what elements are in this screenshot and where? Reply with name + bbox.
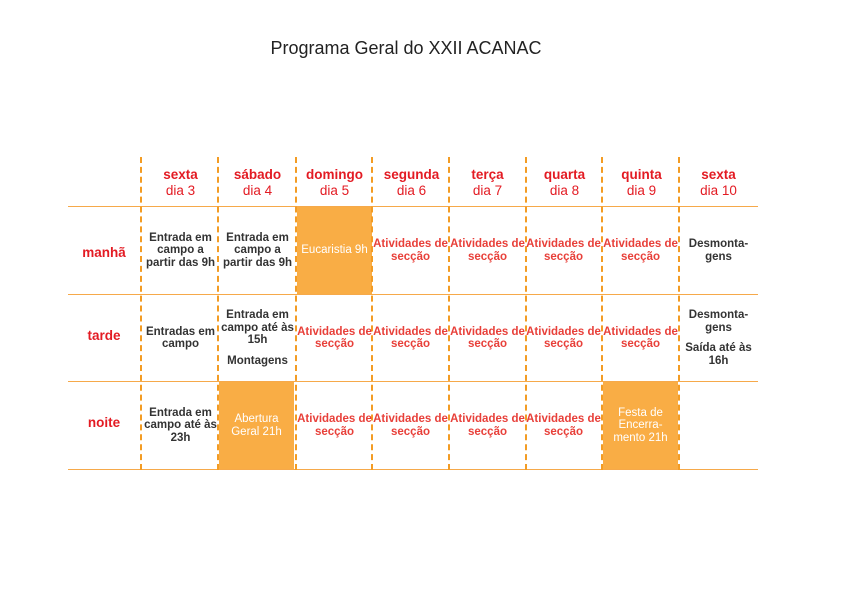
cell-domingo-manha [297, 207, 372, 294]
day-name: terça [471, 167, 504, 182]
cell-quarta-manha [526, 207, 601, 294]
page-title: Programa Geral do XXII ACANAC [270, 38, 542, 58]
day-header [603, 167, 680, 199]
row-label-manha: manhã [82, 245, 126, 260]
cell-text: Atividades de secção [297, 325, 372, 350]
day-date: dia 8 [549, 183, 580, 198]
cell-extra-text: Montagens [227, 354, 288, 367]
cell-text: Entrada em campo a partir das 9h [222, 231, 293, 269]
day-header [296, 167, 373, 199]
cell-sexta3-tarde [143, 295, 218, 381]
cell-text: Atividades de secção [373, 413, 448, 438]
cell-text: Entradas em campo [145, 325, 216, 350]
day-header [526, 167, 603, 199]
cell-text: Atividades de secção [450, 413, 525, 438]
cell-text: Atividades de secção [526, 413, 601, 438]
cell-text: Atividades de secção [603, 325, 678, 350]
cell-text: Abertura Geral 21h [231, 413, 282, 438]
day-name: sábado [233, 167, 282, 182]
cell-domingo-tarde [297, 295, 372, 381]
day-header [680, 167, 757, 199]
cell-quinta-manha [603, 207, 678, 294]
cell-text: Atividades de secção [373, 238, 448, 263]
cell-sexta3-noite [143, 382, 218, 469]
day-date: dia 9 [626, 183, 657, 198]
cell-text: Atividades de secção [526, 325, 601, 350]
cell-text: Entrada em campo até às 15h [221, 309, 294, 346]
day-header [219, 167, 296, 199]
day-name: domingo [306, 167, 363, 182]
cell-text: Entrada em campo até às 23h [144, 406, 217, 444]
cell-text: Atividades de secção [450, 238, 525, 263]
cell-terca-tarde [450, 295, 525, 381]
cell-text: Atividades de secção [297, 413, 372, 438]
schedule-table [68, 157, 758, 470]
cell-text: Atividades de secção [526, 238, 601, 263]
day-name: sexta [163, 167, 198, 182]
cell-sabado-tarde [220, 295, 295, 381]
row-label-noite: noite [87, 415, 121, 430]
row-label-tarde: tarde [87, 328, 121, 343]
cell-terca-manha [450, 207, 525, 294]
day-date: dia 10 [700, 183, 737, 198]
day-name: segunda [383, 167, 440, 182]
cell-text: Atividades de secção [603, 238, 678, 263]
cell-extra-text: Saída até às 16h [685, 342, 752, 367]
day-date: dia 3 [165, 183, 196, 198]
cell-domingo-noite [297, 382, 372, 469]
day-header [142, 167, 219, 199]
day-date: dia 5 [319, 183, 350, 198]
cell-quinta-noite [603, 382, 678, 469]
cell-sabado-noite [219, 382, 294, 469]
cell-quarta-noite [526, 382, 601, 469]
cell-text: Eucaristia 9h [301, 244, 368, 257]
day-name: sexta [701, 167, 736, 182]
cell-quarta-tarde [526, 295, 601, 381]
col-divider [140, 157, 142, 470]
cell-text: Desmonta- gens [688, 238, 749, 263]
cell-sexta10-manha [680, 207, 757, 294]
cell-sabado-manha [220, 207, 295, 294]
cell-quinta-tarde [603, 295, 678, 381]
cell-terca-noite [450, 382, 525, 469]
day-date: dia 4 [242, 183, 273, 198]
cell-sexta10-tarde [680, 295, 757, 381]
day-name: quinta [621, 167, 662, 182]
cell-segunda-manha [373, 207, 448, 294]
cell-text: Desmonta- gens [688, 309, 749, 334]
day-header [449, 167, 526, 199]
cell-text: Entrada em campo a partir das 9h [145, 231, 216, 269]
day-header [373, 167, 450, 199]
row-divider [68, 469, 758, 470]
cell-text: Atividades de secção [373, 325, 448, 350]
day-date: dia 6 [396, 183, 427, 198]
cell-sexta3-manha [143, 207, 218, 294]
cell-text: Festa de Encerra- mento 21h [613, 406, 668, 444]
day-date: dia 7 [472, 183, 503, 198]
cell-sexta10-noite [680, 382, 757, 469]
cell-segunda-tarde [373, 295, 448, 381]
day-name: quarta [543, 167, 586, 182]
cell-segunda-noite [373, 382, 448, 469]
cell-text: Atividades de secção [450, 325, 525, 350]
